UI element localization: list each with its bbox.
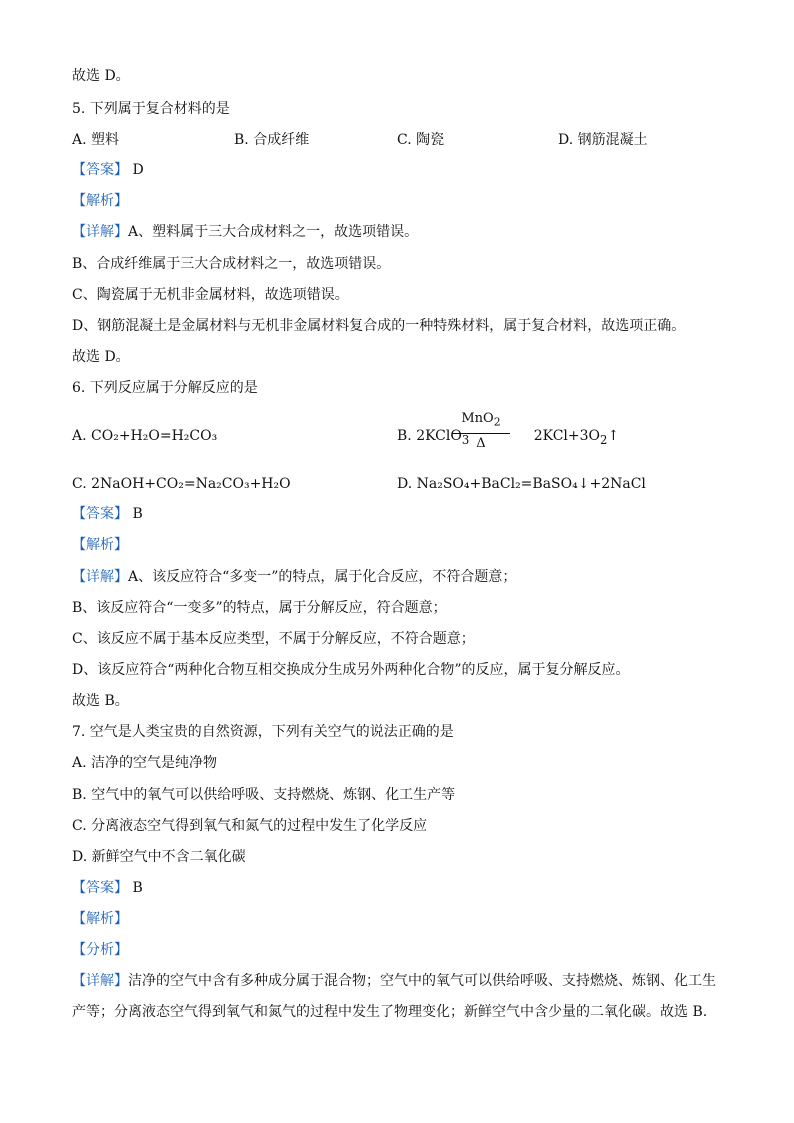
q5-detail-1 xyxy=(72,222,418,242)
answer-value: D xyxy=(132,162,144,178)
q6-detail-1 xyxy=(72,567,516,587)
q6-b-gas-arrow: ↑ xyxy=(607,428,620,444)
detail-text: A、塑料属于三大合成材料之一，故选项错误。 xyxy=(128,224,419,240)
q7-option-d: D. 新鲜空气中不含二氧化碳 xyxy=(72,849,246,865)
q7-fenxi-tag: 【分析】 xyxy=(72,942,128,958)
q5-detail-4: D、钢筋混凝土是金属材料与无机非金属材料复合成的一种特殊材料，属于复合材料，故选项正确。 xyxy=(72,318,686,334)
q6-conclusion: 故选 B。 xyxy=(72,693,129,709)
detail-tag: 【详解】 xyxy=(72,569,128,585)
detail-text: 洁净的空气中含有多种成分属于混合物；空气中的氧气可以供给呼吸、支持燃烧、炼钢、化工生产等；分离液态空气得到氧气和氮气的过程中发生了物理变化；新鲜空气中含少量的二氧化碳。故选 B. xyxy=(72,973,716,1020)
q6-b-product-sub: 2 xyxy=(600,432,608,447)
detail-tag: 【详解】 xyxy=(72,224,128,240)
detail-text: A、该反应符合“多变一”的特点，属于化合反应，不符合题意； xyxy=(128,569,517,585)
q5-option-b: B. 合成纤维 xyxy=(234,132,310,148)
q6-detail-3: C、该反应不属于基本反应类型，不属于分解反应，不符合题意； xyxy=(72,631,475,647)
q7-option-a: A. 洁净的空气是纯净物 xyxy=(72,755,218,771)
q5-detail-3: C、陶瓷属于无机非金属材料，故选项错误。 xyxy=(72,287,349,303)
q5-option-a: A. 塑料 xyxy=(72,132,120,148)
q5-conclusion: 故选 D。 xyxy=(72,349,130,365)
q6-answer-line xyxy=(72,504,143,524)
answer-tag: 【答案】 xyxy=(72,880,128,896)
q5-option-d: D. 钢筋混凝土 xyxy=(558,132,648,148)
q7-option-b: B. 空气中的氧气可以供给呼吸、支持燃烧、炼钢、化工生产等 xyxy=(72,787,456,803)
question-6-stem: 6. 下列反应属于分解反应的是 xyxy=(72,380,258,396)
q5-answer-line xyxy=(72,160,144,180)
conclusion-line: 故选 D。 xyxy=(72,68,130,84)
reaction-condition xyxy=(450,411,512,452)
q5-detail-2: B、合成纤维属于三大合成材料之一，故选项错误。 xyxy=(72,256,391,272)
q7-answer-line xyxy=(72,878,143,898)
reaction-arrow-bar xyxy=(452,433,510,434)
heat-symbol: Δ xyxy=(476,435,486,451)
q6-analysis-tag: 【解析】 xyxy=(72,537,128,553)
answer-value: B xyxy=(132,506,143,522)
answer-tag: 【答案】 xyxy=(72,506,128,522)
q5-analysis-tag: 【解析】 xyxy=(72,193,128,209)
q6-b-product: 2KCl+3O xyxy=(533,428,601,444)
q6-b-reactant: B. 2KClO xyxy=(397,428,462,444)
q7-option-c: C. 分离液态空气得到氧气和氮气的过程中发生了化学反应 xyxy=(72,818,428,834)
answer-tag: 【答案】 xyxy=(72,162,128,178)
detail-tag: 【详解】 xyxy=(72,973,128,989)
q7-detail xyxy=(72,966,722,1028)
q5-option-c: C. 陶瓷 xyxy=(397,132,445,148)
q6-b-reactant-sub: 3 xyxy=(461,432,470,447)
question-7-stem: 7. 空气是人类宝贵的自然资源，下列有关空气的说法正确的是 xyxy=(72,724,454,740)
q7-analysis-tag: 【解析】 xyxy=(72,911,128,927)
q6-option-d: D. Na₂SO₄+BaCl₂=BaSO₄↓+2NaCl xyxy=(397,476,646,492)
q6-detail-2: B、该反应符合“一变多”的特点，属于分解反应，符合题意； xyxy=(72,600,447,616)
catalyst-label: MnO xyxy=(461,411,494,426)
q6-option-a: A. CO₂+H₂O=H₂CO₃ xyxy=(72,428,218,444)
catalyst-sub: 2 xyxy=(493,415,501,429)
answer-value: B xyxy=(132,880,143,896)
q6-detail-4: D、该反应符合“两种化合物互相交换成分生成另外两种化合物”的反应，属于复分解反应。 xyxy=(72,662,630,678)
q6-option-c: C. 2NaOH+CO₂=Na₂CO₃+H₂O xyxy=(72,476,291,492)
question-5-stem: 5. 下列属于复合材料的是 xyxy=(72,101,230,117)
